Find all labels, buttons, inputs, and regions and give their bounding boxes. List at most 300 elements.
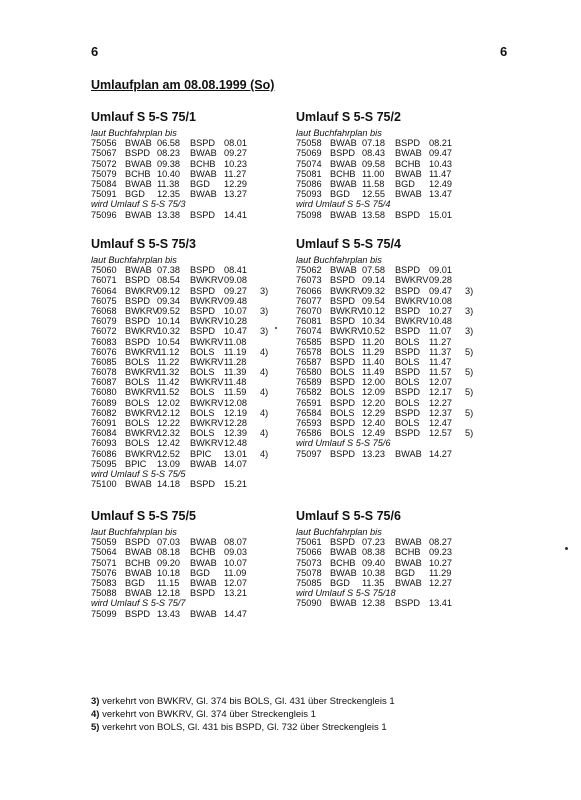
- departure-time: 07.03: [157, 537, 180, 548]
- from-station: BPIC: [125, 458, 147, 469]
- from-station: BWKRV: [125, 367, 159, 378]
- departure-time: 10.34: [362, 316, 385, 327]
- arrival-time: 11.07: [429, 326, 452, 337]
- arrival-time: 11.57: [429, 367, 452, 378]
- from-station: BWKRV: [125, 428, 159, 439]
- umlauf-note: laut Buchfahrplan bis: [296, 527, 382, 537]
- arrival-time: 12.37: [429, 407, 452, 418]
- to-station: BOLS: [395, 336, 420, 347]
- arrival-time: 08.07: [224, 537, 247, 548]
- departure-time: 11.15: [157, 577, 180, 588]
- table-row: [296, 337, 486, 347]
- departure-time: 11.42: [157, 377, 180, 388]
- train-number: 75079: [91, 168, 117, 179]
- umlauf-note: wird Umlauf S 5-S 75/3: [91, 199, 186, 210]
- to-station: BWKRV: [190, 438, 224, 449]
- departure-time: 12.18: [157, 588, 180, 599]
- to-station: BCHB: [395, 158, 421, 169]
- to-station: BWKRV: [190, 295, 224, 306]
- to-station: BWKRV: [190, 336, 224, 347]
- from-station: BOLS: [125, 397, 150, 408]
- table-row: [91, 159, 281, 169]
- departure-time: 09.52: [157, 305, 180, 316]
- table-row: [296, 418, 486, 428]
- arrival-time: 12.57: [429, 428, 452, 439]
- to-station: BWKRV: [190, 377, 224, 388]
- from-station: BGD: [125, 189, 145, 200]
- to-station: BSPD: [395, 138, 421, 149]
- table-row: [296, 296, 486, 306]
- departure-time: 11.12: [157, 346, 180, 357]
- footnote-ref: 3): [465, 305, 474, 316]
- from-station: BWKRV: [125, 448, 159, 459]
- arrival-time: 11.29: [429, 567, 452, 578]
- page-number-left: 6: [91, 44, 99, 59]
- arrival-time: 14.47: [224, 608, 247, 619]
- footnote-ref: 4): [260, 448, 269, 459]
- table-row: [91, 387, 281, 397]
- arrival-time: 12.47: [429, 418, 452, 428]
- train-number: 75074: [296, 158, 322, 169]
- departure-time: 12.12: [157, 407, 180, 418]
- from-station: BOLS: [125, 418, 150, 428]
- from-station: BWKRV: [125, 387, 159, 398]
- umlauf-note: wird Umlauf S 5-S 75/7: [91, 598, 186, 609]
- from-station: BWAB: [330, 158, 357, 169]
- train-number: 75064: [91, 547, 117, 558]
- departure-time: 07.58: [362, 265, 385, 276]
- to-station: BWKRV: [190, 418, 224, 428]
- from-station: BOLS: [330, 346, 355, 357]
- departure-time: 11.35: [362, 577, 385, 588]
- departure-time: 07.18: [362, 138, 385, 149]
- train-number: 76591: [296, 397, 322, 408]
- train-number: 75084: [91, 178, 117, 189]
- arrival-time: 10.47: [224, 326, 247, 337]
- to-station: BCHB: [190, 547, 216, 558]
- arrival-time: 09.03: [224, 547, 247, 558]
- table-row: [91, 265, 281, 275]
- arrival-time: 12.19: [224, 407, 247, 418]
- arrival-time: 09.08: [224, 275, 247, 286]
- train-number: 75088: [91, 588, 117, 599]
- from-station: BCHB: [330, 557, 356, 568]
- from-station: BSPD: [330, 448, 356, 459]
- umlauf-title: Umlauf S 5-S 75/1: [91, 110, 196, 124]
- footnote-ref: 3): [260, 305, 269, 316]
- table-row: [296, 578, 486, 588]
- from-station: BWAB: [330, 567, 357, 578]
- from-station: BSPD: [330, 336, 356, 347]
- from-station: BSPD: [330, 316, 356, 327]
- train-number: 75056: [91, 138, 117, 149]
- from-station: BWAB: [125, 547, 152, 558]
- from-station: BSPD: [125, 537, 151, 548]
- table-row: [296, 408, 486, 418]
- train-number: 76578: [296, 346, 322, 357]
- arrival-time: 12.17: [429, 387, 452, 398]
- train-number: 75066: [296, 547, 322, 558]
- train-number: 76072: [91, 326, 117, 337]
- to-station: BSPD: [395, 209, 421, 220]
- table-row: [91, 568, 281, 578]
- to-station: BGD: [395, 567, 415, 578]
- arrival-time: 12.08: [224, 397, 247, 408]
- from-station: BWAB: [330, 265, 357, 276]
- table-row: [296, 275, 486, 285]
- arrival-time: 12.39: [224, 428, 247, 439]
- to-station: BOLS: [190, 367, 215, 378]
- train-number: 76074: [296, 326, 322, 337]
- from-station: BWAB: [125, 567, 152, 578]
- departure-time: 12.02: [157, 397, 180, 408]
- departure-time: 13.09: [157, 458, 180, 469]
- to-station: BWAB: [395, 557, 422, 568]
- train-number: 75059: [91, 537, 117, 548]
- table-row: [91, 306, 281, 316]
- to-station: BOLS: [190, 387, 215, 398]
- to-station: BGD: [395, 178, 415, 189]
- train-number: 76064: [91, 285, 117, 296]
- from-station: BWAB: [330, 547, 357, 558]
- umlauf-block-1: [91, 110, 281, 220]
- departure-time: 13.38: [157, 209, 180, 220]
- departure-time: 13.58: [362, 209, 385, 220]
- departure-time: 08.23: [157, 148, 180, 159]
- train-number: 75090: [296, 598, 322, 609]
- from-station: BWKRV: [330, 305, 364, 316]
- table-row: [91, 428, 281, 438]
- umlauf-note: laut Buchfahrplan bis: [91, 255, 177, 265]
- arrival-time: 13.47: [429, 189, 452, 200]
- table-row: [296, 547, 486, 557]
- table-row: [91, 588, 281, 598]
- table-row: [296, 189, 486, 199]
- umlauf-block-6: [296, 509, 486, 609]
- table-row: [91, 357, 281, 367]
- table-row: [296, 210, 486, 220]
- from-station: BWKRV: [125, 407, 159, 418]
- to-station: BOLS: [190, 346, 215, 357]
- from-station: BWAB: [125, 178, 152, 189]
- to-station: BWAB: [190, 168, 217, 179]
- departure-time: 09.34: [157, 295, 180, 306]
- train-number: 75069: [296, 148, 322, 159]
- arrival-time: 12.27: [429, 577, 452, 588]
- table-row: [91, 148, 281, 158]
- departure-time: 13.23: [362, 448, 385, 459]
- footnote-ref: 5): [465, 407, 474, 418]
- to-station: BPIC: [190, 448, 212, 459]
- train-number: 76076: [91, 346, 117, 357]
- to-station: BSPD: [190, 588, 216, 599]
- arrival-time: 10.28: [224, 316, 247, 327]
- page-number-right: 6: [500, 44, 508, 59]
- table-row: [91, 189, 281, 199]
- umlauf-note: laut Buchfahrplan bis: [296, 128, 382, 138]
- table-row: [91, 296, 281, 306]
- from-station: BGD: [330, 189, 350, 200]
- arrival-time: 10.07: [224, 557, 247, 568]
- departure-time: 09.58: [362, 158, 385, 169]
- train-number: 76073: [296, 275, 322, 286]
- from-station: BOLS: [125, 356, 150, 367]
- from-station: BWKRV: [330, 326, 364, 337]
- table-row: [91, 537, 281, 547]
- from-station: BSPD: [330, 397, 356, 408]
- train-number: 75073: [296, 557, 322, 568]
- to-station: BSPD: [395, 285, 421, 296]
- umlauf-note: wird Umlauf S 5-S 75/18: [296, 588, 396, 599]
- train-number: 75058: [296, 138, 322, 149]
- departure-time: 06.58: [157, 138, 180, 149]
- table-row: [91, 316, 281, 326]
- table-row: [91, 408, 281, 418]
- from-station: BWAB: [330, 598, 357, 609]
- from-station: BGD: [330, 577, 350, 588]
- table-row: [91, 275, 281, 285]
- to-station: BGD: [190, 178, 210, 189]
- train-number: 76087: [91, 377, 117, 388]
- to-station: BSPD: [395, 305, 421, 316]
- table-row: [91, 210, 281, 220]
- to-station: BCHB: [395, 547, 421, 558]
- page-title: Umlaufplan am 08.08.1999 (So): [91, 78, 275, 92]
- table-row: [296, 286, 486, 296]
- footnote-ref: 5): [465, 346, 474, 357]
- footnotes: [91, 695, 395, 734]
- train-number: 76593: [296, 418, 322, 428]
- from-station: BGD: [125, 577, 145, 588]
- departure-time: 11.49: [362, 367, 385, 378]
- footnote-ref: 4): [260, 387, 269, 398]
- from-station: BOLS: [330, 367, 355, 378]
- to-station: BWKRV: [395, 275, 429, 286]
- to-station: BWAB: [190, 557, 217, 568]
- arrival-time: 09.27: [224, 148, 247, 159]
- train-number: 76079: [91, 316, 117, 327]
- to-station: BWAB: [395, 577, 422, 588]
- table-row: [91, 449, 281, 459]
- arrival-time: 10.27: [429, 305, 452, 316]
- table-row: [91, 326, 281, 336]
- departure-time: 08.54: [157, 275, 180, 286]
- train-number: 75081: [296, 168, 322, 179]
- train-number: 75100: [91, 479, 117, 490]
- table-row: [296, 347, 486, 357]
- arrival-time: 11.09: [224, 567, 247, 578]
- from-station: BOLS: [125, 377, 150, 388]
- to-station: BOLS: [395, 418, 420, 428]
- table-row: [296, 357, 486, 367]
- departure-time: 12.35: [157, 189, 180, 200]
- to-station: BWKRV: [190, 397, 224, 408]
- from-station: BWAB: [125, 138, 152, 149]
- table-row: [91, 609, 281, 619]
- departure-time: 12.40: [362, 418, 385, 428]
- arrival-time: 14.41: [224, 209, 247, 220]
- departure-time: 09.40: [362, 557, 385, 568]
- train-number: 75085: [296, 577, 322, 588]
- departure-time: 09.54: [362, 295, 385, 306]
- arrival-time: 11.59: [224, 387, 247, 398]
- from-station: BSPD: [125, 148, 151, 159]
- table-row: [91, 558, 281, 568]
- footnote-ref: 5): [465, 387, 474, 398]
- train-number: 76586: [296, 428, 322, 439]
- table-row: [296, 138, 486, 148]
- departure-time: 12.20: [362, 397, 385, 408]
- departure-time: 11.58: [362, 178, 385, 189]
- scan-speck: [275, 327, 277, 329]
- umlauf-note: laut Buchfahrplan bis: [91, 128, 177, 138]
- footnote-ref: 5): [465, 428, 474, 439]
- arrival-time: 11.48: [224, 377, 247, 388]
- departure-time: 12.22: [157, 418, 180, 428]
- umlauf-title: Umlauf S 5-S 75/5: [91, 509, 196, 523]
- to-station: BWAB: [190, 577, 217, 588]
- departure-time: 13.43: [157, 608, 180, 619]
- footnote-mark: 4): [91, 709, 100, 720]
- to-station: BWAB: [190, 148, 217, 159]
- to-station: BSPD: [395, 326, 421, 337]
- table-row: [91, 578, 281, 588]
- footnote-text: verkehrt von BWKRV, Gl. 374 bis BOLS, Gl. 431 über Streckengleis 1: [99, 696, 395, 707]
- table-row: [91, 479, 281, 489]
- departure-time: 08.38: [362, 547, 385, 558]
- arrival-time: 09.47: [429, 148, 452, 159]
- train-number: 75062: [296, 265, 322, 276]
- umlauf-note: wird Umlauf S 5-S 75/5: [91, 468, 186, 479]
- table-row: [296, 306, 486, 316]
- arrival-time: 12.28: [224, 418, 247, 428]
- departure-time: 08.43: [362, 148, 385, 159]
- train-number: 76084: [91, 428, 117, 439]
- train-number: 75078: [296, 567, 322, 578]
- arrival-time: 11.08: [224, 336, 247, 347]
- from-station: BWKRV: [125, 346, 159, 357]
- footnote-ref: 4): [260, 428, 269, 439]
- to-station: BWAB: [395, 448, 422, 459]
- arrival-time: 11.27: [429, 336, 452, 347]
- table-row: [296, 169, 486, 179]
- to-station: BOLS: [190, 428, 215, 439]
- departure-time: 09.12: [157, 285, 180, 296]
- from-station: BWAB: [125, 209, 152, 220]
- from-station: BSPD: [330, 418, 356, 428]
- arrival-time: 13.27: [224, 189, 247, 200]
- departure-time: 10.12: [362, 305, 385, 316]
- train-number: 76585: [296, 336, 322, 347]
- train-number: 76068: [91, 305, 117, 316]
- departure-time: 12.32: [157, 428, 180, 439]
- departure-time: 09.14: [362, 275, 385, 286]
- footnote-ref: 3): [260, 326, 269, 337]
- from-station: BWAB: [125, 265, 152, 276]
- to-station: BWAB: [190, 537, 217, 548]
- from-station: BCHB: [125, 168, 151, 179]
- footnote: [91, 708, 395, 721]
- umlauf-block-4: [296, 237, 486, 459]
- departure-time: 12.00: [362, 377, 385, 388]
- arrival-time: 14.27: [429, 448, 452, 459]
- arrival-time: 11.37: [429, 346, 452, 357]
- from-station: BSPD: [330, 148, 356, 159]
- arrival-time: 09.27: [224, 285, 247, 296]
- table-row: [296, 598, 486, 608]
- from-station: BWAB: [125, 588, 152, 599]
- train-number: 76086: [91, 448, 117, 459]
- departure-time: 11.32: [157, 367, 180, 378]
- to-station: BWAB: [395, 537, 422, 548]
- arrival-time: 12.29: [224, 178, 247, 189]
- to-station: BSPD: [190, 209, 216, 220]
- to-station: BSPD: [395, 598, 421, 609]
- arrival-time: 09.23: [429, 547, 452, 558]
- to-station: BSPD: [190, 326, 216, 337]
- scan-speck: [565, 547, 568, 550]
- to-station: BWAB: [395, 148, 422, 159]
- table-row: [296, 398, 486, 408]
- departure-time: 09.32: [362, 285, 385, 296]
- departure-time: 10.54: [157, 336, 180, 347]
- table-row: [296, 387, 486, 397]
- departure-time: 11.52: [157, 387, 180, 398]
- departure-time: 10.40: [157, 168, 180, 179]
- umlauf-note: laut Buchfahrplan bis: [296, 255, 382, 265]
- departure-time: 10.18: [157, 567, 180, 578]
- table-row: [296, 377, 486, 387]
- table-row: [296, 316, 486, 326]
- train-number: 76584: [296, 407, 322, 418]
- to-station: BWKRV: [190, 356, 224, 367]
- from-station: BWKRV: [330, 285, 364, 296]
- to-station: BSPD: [395, 407, 421, 418]
- footnote-ref: 3): [260, 285, 269, 296]
- from-station: BOLS: [125, 438, 150, 449]
- table-row: [296, 449, 486, 459]
- to-station: BWAB: [395, 168, 422, 179]
- footnote-text: verkehrt von BWKRV, Gl. 374 über Streckengleis 1: [99, 709, 316, 720]
- footnote: [91, 721, 395, 734]
- train-number: 76071: [91, 275, 117, 286]
- departure-time: 11.22: [157, 356, 180, 367]
- departure-time: 09.20: [157, 557, 180, 568]
- train-number: 75091: [91, 189, 117, 200]
- to-station: BSPD: [395, 428, 421, 439]
- arrival-time: 12.49: [429, 178, 452, 189]
- train-number: 75086: [296, 178, 322, 189]
- from-station: BSPD: [330, 537, 356, 548]
- footnote-ref: 3): [465, 326, 474, 337]
- departure-time: 07.23: [362, 537, 385, 548]
- train-number: 76080: [91, 387, 117, 398]
- table-row: [296, 326, 486, 336]
- from-station: BWKRV: [125, 326, 159, 337]
- arrival-time: 14.07: [224, 458, 247, 469]
- table-row: [91, 169, 281, 179]
- train-number: 76091: [91, 418, 117, 428]
- arrival-time: 12.07: [429, 377, 452, 388]
- table-row: [296, 148, 486, 158]
- train-number: 75076: [91, 567, 117, 578]
- table-row: [91, 377, 281, 387]
- arrival-time: 09.28: [429, 275, 452, 286]
- departure-time: 11.20: [362, 336, 385, 347]
- table-row: [91, 459, 281, 469]
- departure-time: 11.29: [362, 346, 385, 357]
- train-number: 76580: [296, 367, 322, 378]
